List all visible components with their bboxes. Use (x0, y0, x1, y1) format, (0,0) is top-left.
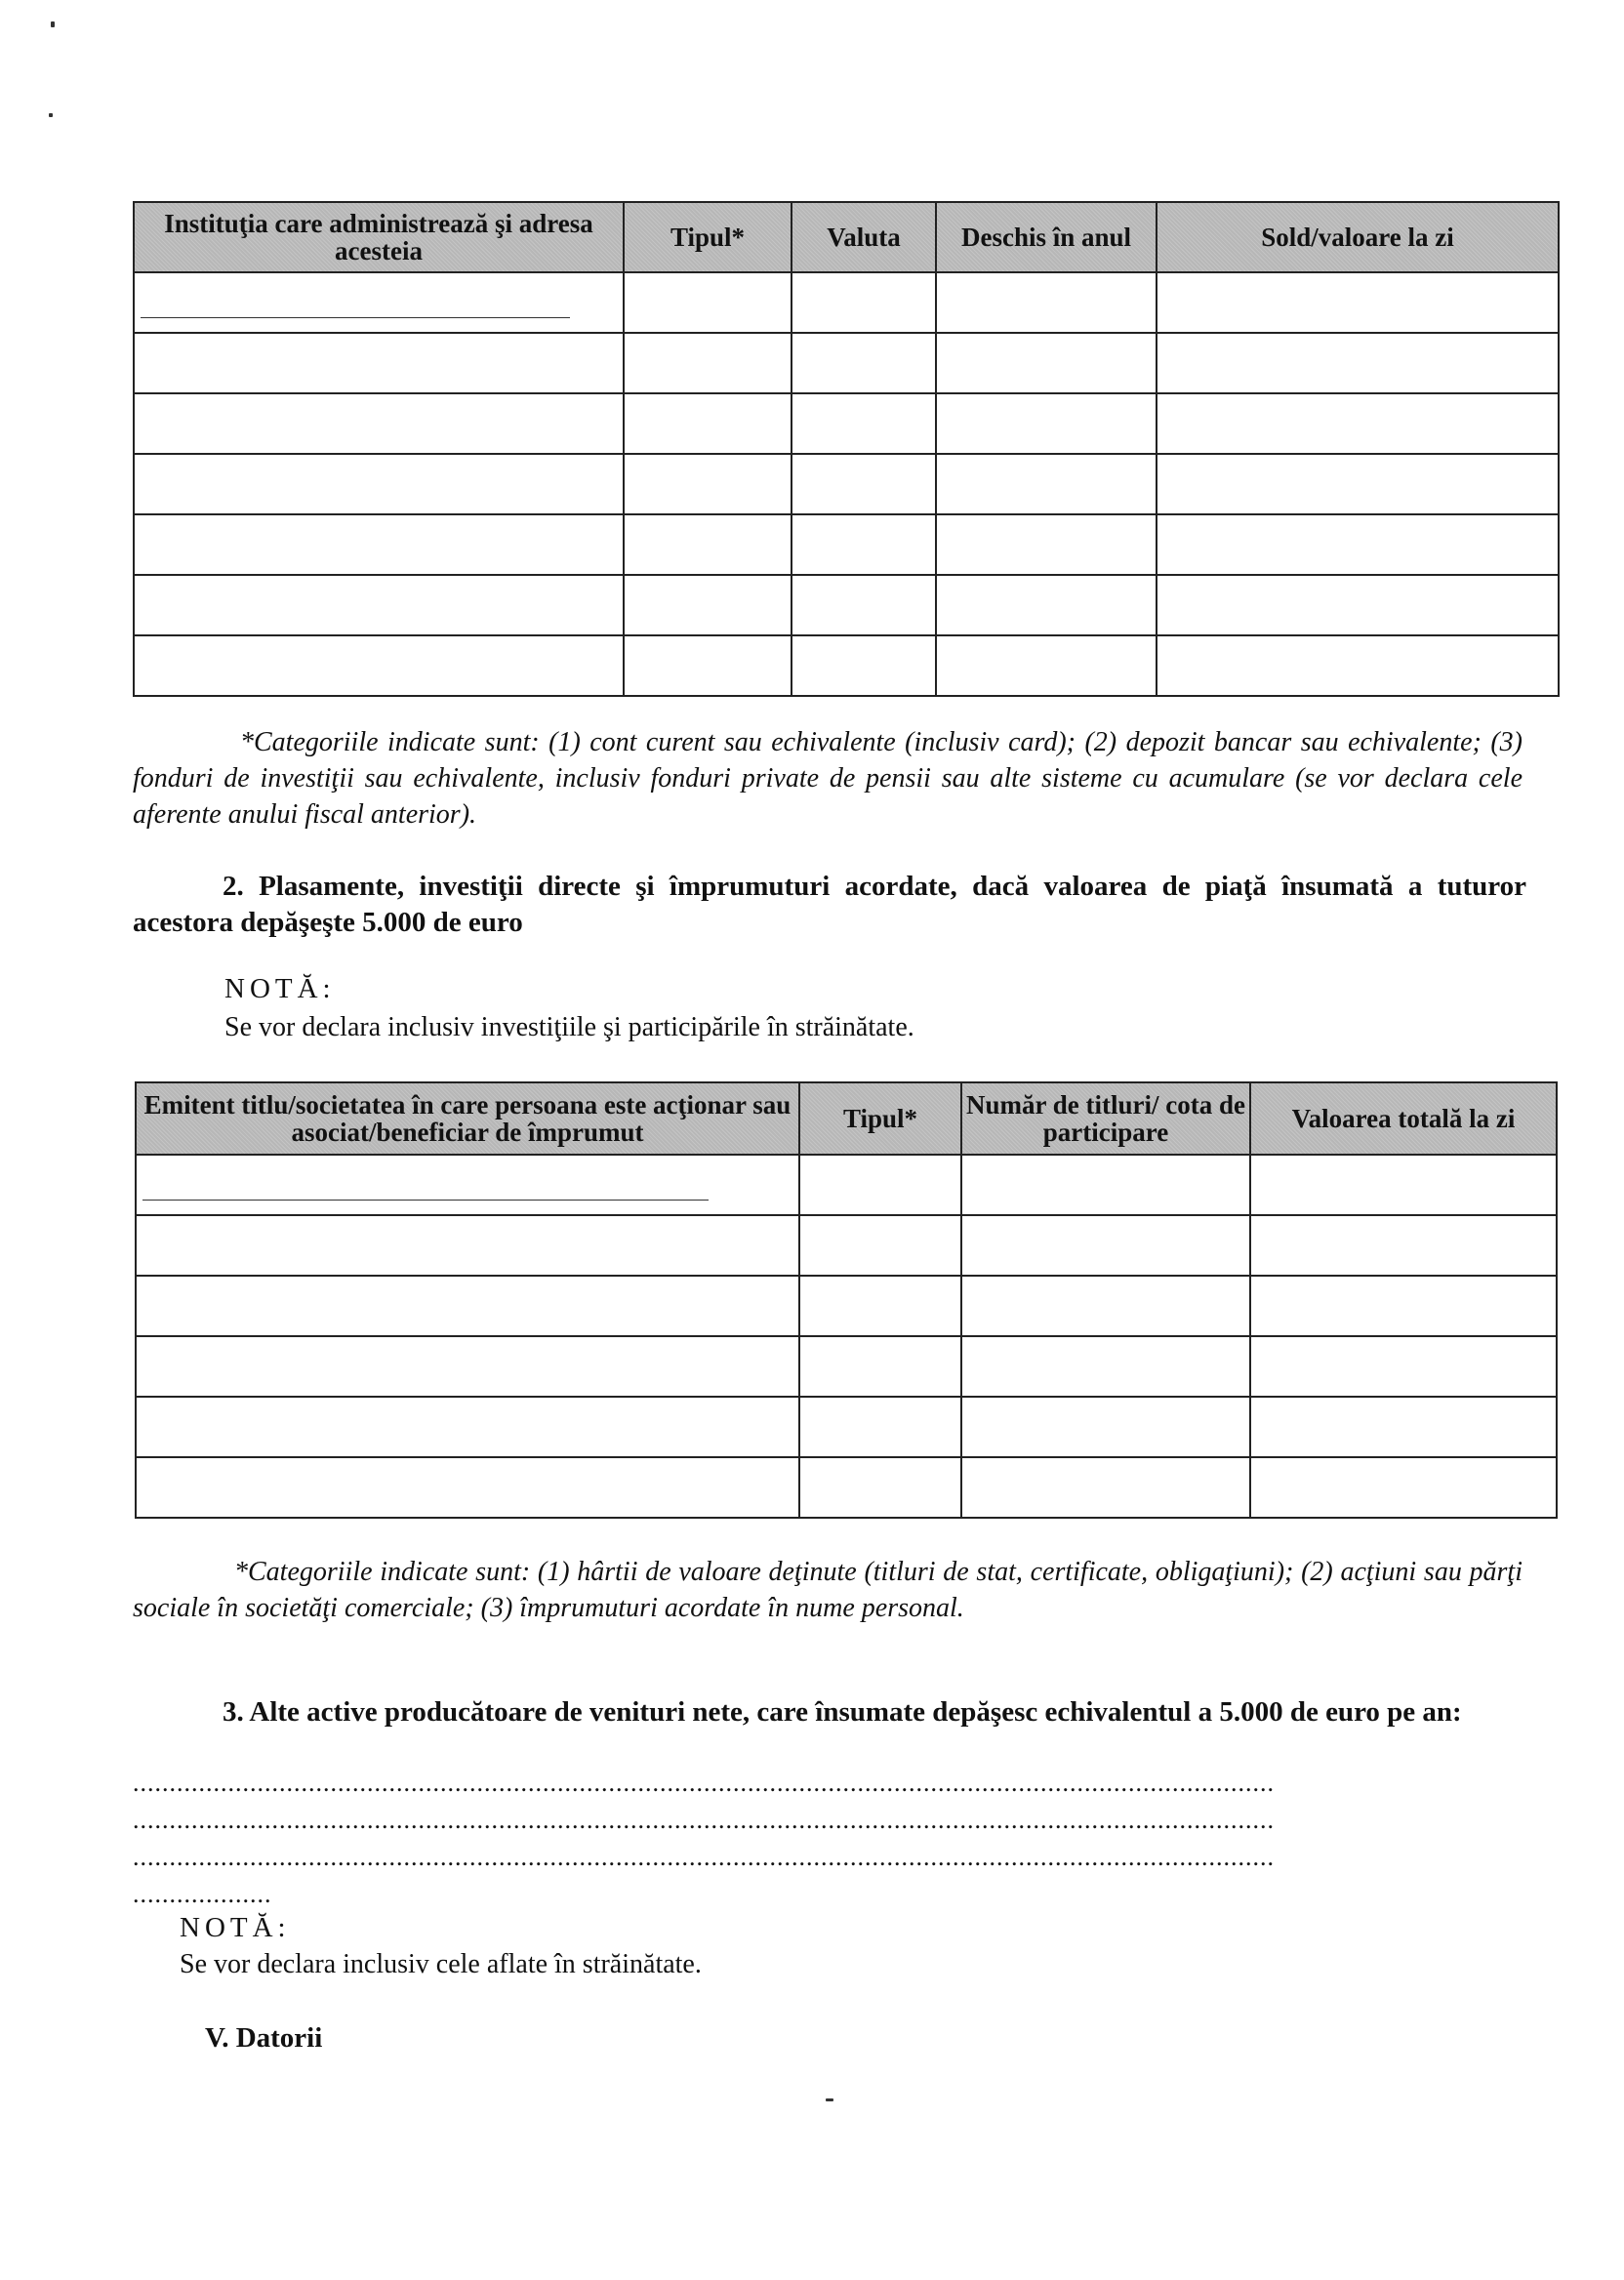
currency-cell[interactable] (792, 514, 936, 575)
institution-cell[interactable] (134, 333, 624, 393)
table-row (136, 1155, 1557, 1215)
total-value-cell[interactable] (1250, 1155, 1557, 1215)
year-cell[interactable] (936, 393, 1157, 454)
total-value-cell[interactable] (1250, 1215, 1557, 1276)
type-cell[interactable] (624, 575, 792, 635)
footnote-investment-categories: *Categoriile indicate sunt: (1) hârtii de valoare deţinute (titluri de stat, certificate, obligaţiuni); (2) acţiuni sau părţi sociale în societăţi comerciale; (3) împrumuturi acordate în nume personal. (133, 1557, 1522, 1623)
year-cell[interactable] (936, 575, 1157, 635)
header-institution: Instituţia care administrează şi adresa acesteia (134, 202, 624, 272)
type-cell[interactable] (799, 1457, 961, 1518)
header-type: Tipul* (624, 202, 792, 272)
header-type: Tipul* (799, 1082, 961, 1155)
dotted-line[interactable]: ............................................................................................................................................................ (133, 1769, 1275, 1797)
scan-speck (826, 2098, 833, 2101)
table-row (134, 393, 1559, 454)
type-cell[interactable] (799, 1397, 961, 1457)
share-count-cell[interactable] (961, 1336, 1250, 1397)
issuer-cell[interactable] (136, 1336, 799, 1397)
year-cell[interactable] (936, 635, 1157, 696)
table-row (134, 272, 1559, 333)
table-row (136, 1276, 1557, 1336)
share-count-cell[interactable] (961, 1155, 1250, 1215)
issuer-cell[interactable] (136, 1397, 799, 1457)
table-row (134, 333, 1559, 393)
fill-in-line (141, 317, 570, 318)
balance-cell[interactable] (1157, 575, 1559, 635)
year-cell[interactable] (936, 454, 1157, 514)
section-3-heading: 3. Alte active producătoare de venituri nete, care însumate depăşesc echivalentul a 5.000 de euro pe an: (223, 1696, 1462, 1728)
table-row (136, 1215, 1557, 1276)
share-count-cell[interactable] (961, 1457, 1250, 1518)
year-cell[interactable] (936, 272, 1157, 333)
table-header-row (136, 1082, 1557, 1155)
institution-cell[interactable] (134, 454, 624, 514)
total-value-cell[interactable] (1250, 1397, 1557, 1457)
type-cell[interactable] (624, 333, 792, 393)
dotted-line[interactable]: ............................................................................................................................................................ (133, 1806, 1275, 1834)
type-cell[interactable] (624, 272, 792, 333)
type-cell[interactable] (799, 1336, 961, 1397)
dotted-line[interactable]: ................... (133, 1880, 272, 1908)
institution-cell[interactable] (134, 272, 624, 333)
type-cell[interactable] (624, 514, 792, 575)
balance-cell[interactable] (1157, 454, 1559, 514)
table-row (136, 1457, 1557, 1518)
investments-table (135, 1081, 1558, 1519)
table-row (134, 454, 1559, 514)
section-2-heading: 2. Plasamente, investiţii directe şi împrumuturi acordate, dacă valoarea de piaţă însumată a tuturor acestora depăşeşte 5.000 de euro (133, 871, 1526, 938)
header-balance: Sold/valoare la zi (1157, 202, 1559, 272)
header-issuer: Emitent titlu/societatea în care persoana este acţionar sau asociat/beneficiar de împrumut (136, 1082, 799, 1155)
year-cell[interactable] (936, 514, 1157, 575)
nota-label: NOTĂ: (224, 973, 336, 1004)
institution-cell[interactable] (134, 635, 624, 696)
type-cell[interactable] (624, 454, 792, 514)
table-row (134, 575, 1559, 635)
currency-cell[interactable] (792, 272, 936, 333)
currency-cell[interactable] (792, 454, 936, 514)
institution-cell[interactable] (134, 393, 624, 454)
type-cell[interactable] (799, 1276, 961, 1336)
header-share-count: Număr de titluri/ cota de participare (961, 1082, 1250, 1155)
nota-label: NOTĂ: (180, 1912, 291, 1943)
currency-cell[interactable] (792, 393, 936, 454)
share-count-cell[interactable] (961, 1276, 1250, 1336)
type-cell[interactable] (799, 1155, 961, 1215)
institution-cell[interactable] (134, 514, 624, 575)
type-cell[interactable] (799, 1215, 961, 1276)
type-cell[interactable] (624, 393, 792, 454)
currency-cell[interactable] (792, 575, 936, 635)
share-count-cell[interactable] (961, 1215, 1250, 1276)
section-v-heading: V. Datorii (205, 2022, 323, 2054)
table-row (136, 1336, 1557, 1397)
institution-cell[interactable] (134, 575, 624, 635)
table-header-row (134, 202, 1559, 272)
balance-cell[interactable] (1157, 333, 1559, 393)
fill-in-line (142, 1200, 709, 1201)
footnote-account-categories: *Categoriile indicate sunt: (1) cont curent sau echivalente (inclusiv card); (2) depozit bancar sau echivalente; (3) fonduri de investiţii sau echivalente, inclusiv fonduri private de pensii sau alte sisteme cu acumulare (se vor declara cele aferente anului fiscal anterior). (133, 727, 1522, 830)
currency-cell[interactable] (792, 635, 936, 696)
scan-speck (51, 21, 55, 27)
header-total-value: Valoarea totală la zi (1250, 1082, 1557, 1155)
nota-text: Se vor declara inclusiv cele aflate în străinătate. (180, 1949, 702, 1979)
type-cell[interactable] (624, 635, 792, 696)
year-cell[interactable] (936, 333, 1157, 393)
share-count-cell[interactable] (961, 1397, 1250, 1457)
issuer-cell[interactable] (136, 1276, 799, 1336)
total-value-cell[interactable] (1250, 1276, 1557, 1336)
header-opened-year: Deschis în anul (936, 202, 1157, 272)
issuer-cell[interactable] (136, 1215, 799, 1276)
issuer-cell[interactable] (136, 1155, 799, 1215)
accounts-table (133, 201, 1560, 697)
table-row (136, 1397, 1557, 1457)
balance-cell[interactable] (1157, 393, 1559, 454)
header-currency: Valuta (792, 202, 936, 272)
dotted-line[interactable]: ............................................................................................................................................................ (133, 1843, 1275, 1871)
currency-cell[interactable] (792, 333, 936, 393)
total-value-cell[interactable] (1250, 1457, 1557, 1518)
balance-cell[interactable] (1157, 635, 1559, 696)
table-row (134, 514, 1559, 575)
balance-cell[interactable] (1157, 514, 1559, 575)
issuer-cell[interactable] (136, 1457, 799, 1518)
nota-text: Se vor declara inclusiv investiţiile şi participările în străinătate. (224, 1012, 914, 1042)
total-value-cell[interactable] (1250, 1336, 1557, 1397)
table-row (134, 635, 1559, 696)
balance-cell[interactable] (1157, 272, 1559, 333)
scan-speck (49, 113, 53, 117)
